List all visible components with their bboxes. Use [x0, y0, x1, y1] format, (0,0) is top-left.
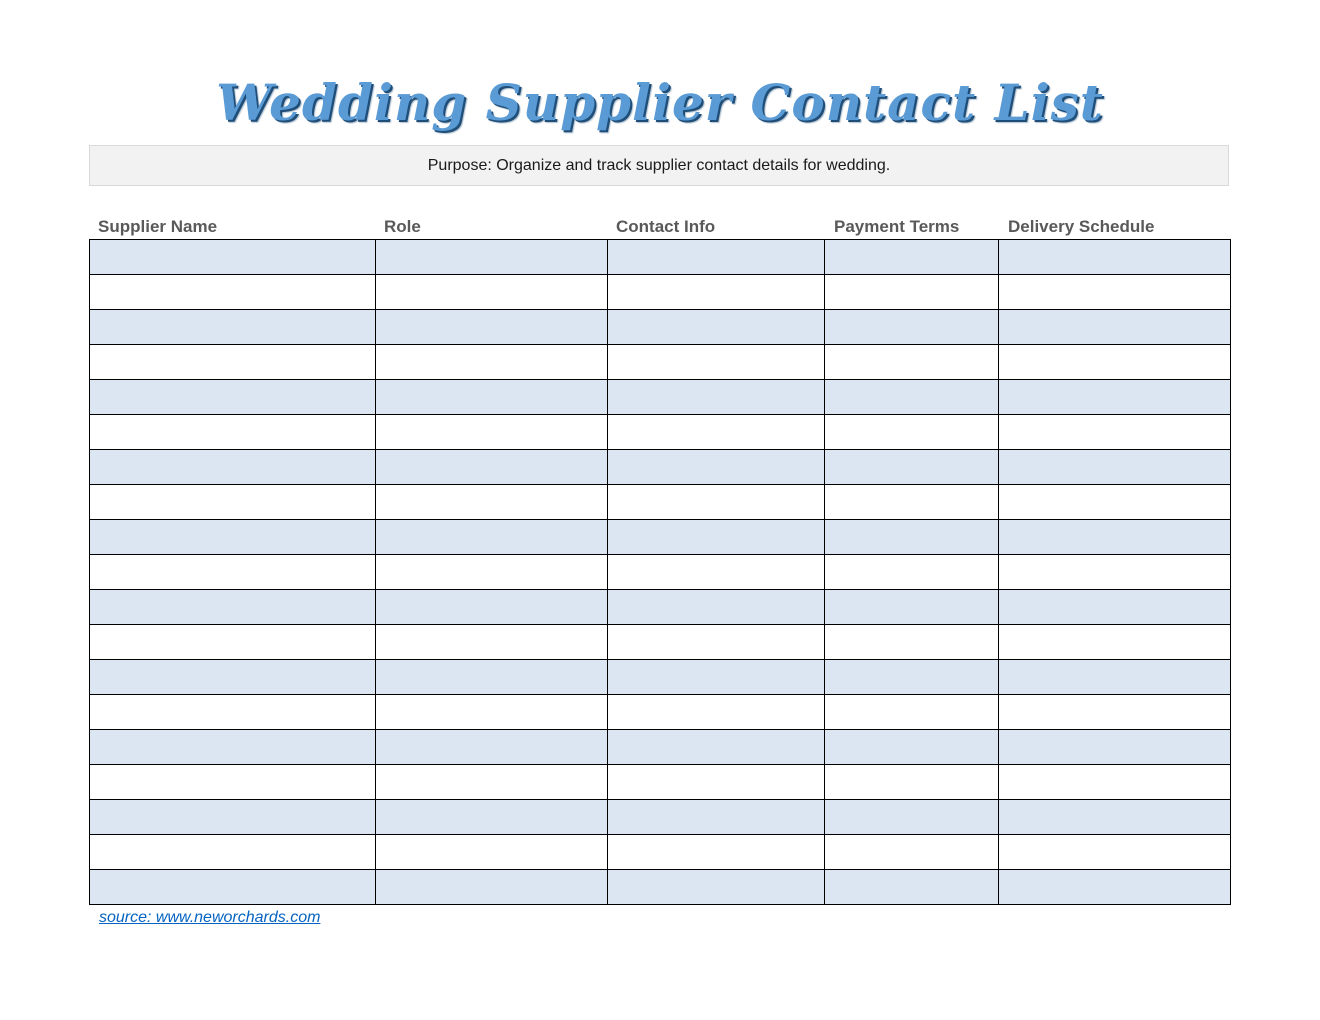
- cell-contact-info[interactable]: [608, 730, 826, 765]
- cell-contact-info[interactable]: [608, 310, 826, 345]
- cell-contact-info[interactable]: [608, 450, 826, 485]
- table-body: [89, 239, 1231, 905]
- cell-supplier-name[interactable]: [90, 625, 376, 660]
- cell-delivery-schedule[interactable]: [999, 660, 1231, 695]
- cell-payment-terms[interactable]: [825, 730, 999, 765]
- table-row: [90, 415, 1231, 450]
- cell-role[interactable]: [376, 800, 608, 835]
- table-header-row: [89, 210, 1231, 239]
- table-row: [90, 485, 1231, 520]
- cell-role[interactable]: [376, 275, 608, 310]
- cell-role[interactable]: [376, 835, 608, 870]
- cell-payment-terms[interactable]: [825, 415, 999, 450]
- cell-contact-info[interactable]: [608, 485, 826, 520]
- cell-supplier-name[interactable]: [90, 345, 376, 380]
- column-header-payment-terms: Payment Terms: [834, 217, 960, 236]
- cell-supplier-name[interactable]: [90, 310, 376, 345]
- table-row: [90, 835, 1231, 870]
- cell-supplier-name[interactable]: [90, 275, 376, 310]
- cell-delivery-schedule[interactable]: [999, 450, 1231, 485]
- cell-supplier-name[interactable]: [90, 870, 376, 905]
- table-row: [90, 240, 1231, 275]
- cell-delivery-schedule[interactable]: [999, 310, 1231, 345]
- cell-supplier-name[interactable]: [90, 835, 376, 870]
- supplier-table: [89, 210, 1231, 905]
- cell-delivery-schedule[interactable]: [999, 555, 1231, 590]
- cell-delivery-schedule[interactable]: [999, 380, 1231, 415]
- cell-role[interactable]: [376, 695, 608, 730]
- cell-delivery-schedule[interactable]: [999, 800, 1231, 835]
- table-row: [90, 555, 1231, 590]
- cell-payment-terms[interactable]: [825, 380, 999, 415]
- cell-role[interactable]: [376, 240, 608, 275]
- cell-role[interactable]: [376, 380, 608, 415]
- cell-contact-info[interactable]: [608, 555, 826, 590]
- cell-role[interactable]: [376, 520, 608, 555]
- cell-contact-info[interactable]: [608, 345, 826, 380]
- cell-payment-terms[interactable]: [825, 590, 999, 625]
- cell-role[interactable]: [376, 415, 608, 450]
- cell-role[interactable]: [376, 765, 608, 800]
- table-row: [90, 800, 1231, 835]
- cell-contact-info[interactable]: [608, 870, 826, 905]
- cell-delivery-schedule[interactable]: [999, 695, 1231, 730]
- cell-contact-info[interactable]: [608, 520, 826, 555]
- cell-contact-info[interactable]: [608, 380, 826, 415]
- cell-supplier-name[interactable]: [90, 555, 376, 590]
- table-row: [90, 730, 1231, 765]
- cell-role[interactable]: [376, 730, 608, 765]
- cell-delivery-schedule[interactable]: [999, 275, 1231, 310]
- cell-delivery-schedule[interactable]: [999, 835, 1231, 870]
- cell-supplier-name[interactable]: [90, 240, 376, 275]
- cell-role[interactable]: [376, 450, 608, 485]
- cell-supplier-name[interactable]: [90, 415, 376, 450]
- column-header-supplier-name: Supplier Name: [98, 217, 218, 236]
- cell-payment-terms[interactable]: [825, 240, 999, 275]
- cell-contact-info[interactable]: [608, 275, 826, 310]
- cell-contact-info[interactable]: [608, 240, 826, 275]
- table-row: [90, 765, 1231, 800]
- cell-contact-info[interactable]: [608, 800, 826, 835]
- cell-payment-terms[interactable]: [825, 660, 999, 695]
- table-row: [90, 380, 1231, 415]
- cell-delivery-schedule[interactable]: [999, 765, 1231, 800]
- table-row: [90, 345, 1231, 380]
- cell-role[interactable]: [376, 345, 608, 380]
- cell-role[interactable]: [376, 555, 608, 590]
- cell-payment-terms[interactable]: [825, 555, 999, 590]
- page-title: Wedding Supplier Contact List: [216, 73, 1104, 132]
- cell-supplier-name[interactable]: [90, 520, 376, 555]
- cell-payment-terms[interactable]: [825, 870, 999, 905]
- column-header-contact-info: Contact Info: [616, 217, 716, 236]
- source-link[interactable]: source: www.neworchards.com: [99, 909, 321, 926]
- cell-payment-terms[interactable]: [825, 695, 999, 730]
- cell-delivery-schedule[interactable]: [999, 345, 1231, 380]
- cell-contact-info[interactable]: [608, 625, 826, 660]
- cell-payment-terms[interactable]: [825, 485, 999, 520]
- cell-supplier-name[interactable]: [90, 765, 376, 800]
- table-row: [90, 625, 1231, 660]
- cell-supplier-name[interactable]: [90, 485, 376, 520]
- cell-contact-info[interactable]: [608, 590, 826, 625]
- table-row: [90, 450, 1231, 485]
- cell-supplier-name[interactable]: [90, 695, 376, 730]
- cell-contact-info[interactable]: [608, 660, 826, 695]
- table-row: [90, 590, 1231, 625]
- cell-supplier-name[interactable]: [90, 450, 376, 485]
- cell-payment-terms[interactable]: [825, 800, 999, 835]
- cell-payment-terms[interactable]: [825, 310, 999, 345]
- cell-payment-terms[interactable]: [825, 835, 999, 870]
- cell-payment-terms[interactable]: [825, 450, 999, 485]
- table-row: [90, 660, 1231, 695]
- cell-contact-info[interactable]: [608, 765, 826, 800]
- table-row: [90, 520, 1231, 555]
- cell-supplier-name[interactable]: [90, 730, 376, 765]
- table-row: [90, 310, 1231, 345]
- cell-payment-terms[interactable]: [825, 520, 999, 555]
- table-row: [90, 870, 1231, 905]
- cell-role[interactable]: [376, 870, 608, 905]
- cell-contact-info[interactable]: [608, 415, 826, 450]
- cell-role[interactable]: [376, 660, 608, 695]
- cell-delivery-schedule[interactable]: [999, 240, 1231, 275]
- cell-payment-terms[interactable]: [825, 765, 999, 800]
- purpose-banner: Purpose: Organize and track supplier contact details for wedding.: [89, 145, 1229, 186]
- cell-delivery-schedule[interactable]: [999, 870, 1231, 905]
- cell-supplier-name[interactable]: [90, 380, 376, 415]
- cell-payment-terms[interactable]: [825, 625, 999, 660]
- column-header-role: Role: [384, 217, 421, 236]
- cell-delivery-schedule[interactable]: [999, 590, 1231, 625]
- column-header-delivery-schedule: Delivery Schedule: [1008, 217, 1155, 236]
- cell-supplier-name[interactable]: [90, 590, 376, 625]
- cell-supplier-name[interactable]: [90, 800, 376, 835]
- cell-role[interactable]: [376, 310, 608, 345]
- cell-supplier-name[interactable]: [90, 660, 376, 695]
- table-row: [90, 275, 1231, 310]
- cell-delivery-schedule[interactable]: [999, 520, 1231, 555]
- cell-role[interactable]: [376, 485, 608, 520]
- cell-payment-terms[interactable]: [825, 275, 999, 310]
- cell-payment-terms[interactable]: [825, 345, 999, 380]
- cell-contact-info[interactable]: [608, 695, 826, 730]
- cell-role[interactable]: [376, 625, 608, 660]
- cell-delivery-schedule[interactable]: [999, 625, 1231, 660]
- cell-role[interactable]: [376, 590, 608, 625]
- cell-delivery-schedule[interactable]: [999, 485, 1231, 520]
- cell-delivery-schedule[interactable]: [999, 730, 1231, 765]
- table-row: [90, 695, 1231, 730]
- cell-delivery-schedule[interactable]: [999, 415, 1231, 450]
- cell-contact-info[interactable]: [608, 835, 826, 870]
